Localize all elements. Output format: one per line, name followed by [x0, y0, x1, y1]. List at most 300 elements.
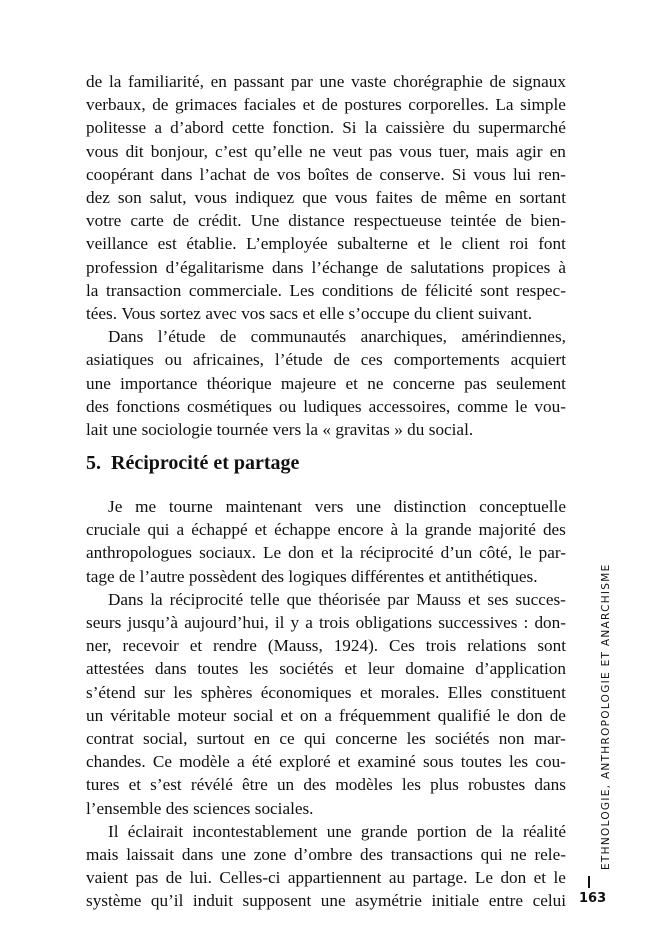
- word: même: [444, 188, 487, 208]
- word: vers: [272, 420, 302, 440]
- word: Le: [262, 543, 282, 563]
- text-line: [86, 256, 566, 279]
- word: des: [86, 396, 109, 416]
- word: communautés: [250, 327, 347, 347]
- word: l’étude: [274, 350, 323, 370]
- word: tures: [86, 775, 120, 795]
- word: a: [324, 705, 332, 725]
- word: une: [221, 845, 246, 865]
- word: possèdent: [188, 566, 257, 586]
- word: vos: [276, 164, 301, 184]
- word: et: [345, 373, 358, 393]
- word: client: [461, 234, 500, 254]
- word: du: [414, 304, 432, 324]
- word: fonctions: [115, 396, 180, 416]
- word: elle: [319, 304, 345, 324]
- word: plus: [430, 775, 459, 795]
- word: de: [505, 211, 522, 231]
- word: distinction: [393, 497, 467, 516]
- word: chandes.: [86, 752, 146, 772]
- word: par: [290, 72, 313, 91]
- text-line: [86, 750, 566, 773]
- word: laissait: [126, 845, 175, 865]
- word: rele-: [534, 845, 566, 865]
- text-line: [86, 395, 566, 418]
- word: portion: [416, 821, 467, 841]
- word: don: [500, 868, 527, 888]
- word: sont: [537, 636, 566, 656]
- section-number: 5.: [86, 452, 101, 474]
- word: que: [286, 589, 312, 609]
- word: transactions: [390, 845, 473, 865]
- word: fréquemment: [338, 705, 431, 725]
- text-line: [86, 889, 566, 912]
- word: asiatiques: [86, 350, 154, 370]
- word: tourne: [168, 497, 213, 516]
- word: simple: [520, 95, 566, 115]
- word: d’ombre: [294, 845, 353, 865]
- word: distance: [288, 211, 345, 231]
- word: «: [322, 420, 331, 440]
- word: l’ensemble: [86, 798, 162, 818]
- word: caissière: [385, 118, 445, 138]
- word: Dans: [108, 327, 144, 347]
- word: de: [475, 821, 493, 841]
- word: et: [302, 304, 315, 324]
- word: transaction: [105, 280, 182, 300]
- word: modèle: [179, 752, 230, 772]
- word: et: [344, 659, 357, 679]
- word: votre: [86, 211, 122, 231]
- word: social,: [143, 729, 188, 749]
- running-head: ETHNOLOGIE, ANTHROPOLOGIE ET ANARCHISME: [600, 563, 612, 870]
- text-line: [86, 279, 566, 302]
- word: antithétiques.: [445, 566, 538, 586]
- text-line: [86, 418, 566, 441]
- word: de: [321, 95, 338, 115]
- word: corporelles.: [408, 95, 489, 115]
- word: sociaux.: [199, 543, 256, 563]
- word: que: [302, 188, 328, 208]
- word: asymétrie: [355, 891, 422, 911]
- word: les: [173, 682, 193, 702]
- word: leur: [367, 659, 395, 679]
- word: vous: [194, 188, 227, 208]
- word: au: [388, 868, 406, 888]
- word: Mauss: [416, 589, 462, 609]
- word: Vous: [121, 304, 156, 324]
- word: importance: [120, 373, 198, 393]
- word: supposent: [242, 891, 312, 911]
- word: côté,: [479, 543, 513, 563]
- word: de: [355, 164, 373, 184]
- word: et: [321, 543, 334, 563]
- word: un: [276, 775, 295, 795]
- word: coopérant: [86, 164, 154, 184]
- word: échappe: [274, 520, 331, 540]
- text-line: [86, 518, 566, 541]
- word: vous: [473, 164, 506, 184]
- text-line: [86, 372, 566, 395]
- word: des: [165, 798, 189, 818]
- word: seurs: [86, 613, 122, 633]
- word: vous: [399, 141, 432, 161]
- text-line: [86, 704, 566, 727]
- word: toutes: [197, 659, 239, 679]
- word: salutations: [410, 257, 485, 277]
- word: ner,: [86, 636, 112, 656]
- word: l’autre: [139, 566, 185, 586]
- word: système: [86, 891, 142, 911]
- word: moteur: [177, 705, 227, 725]
- word: social.: [428, 420, 474, 440]
- word: de: [172, 211, 190, 231]
- text-line: [86, 163, 566, 186]
- text-line: [86, 727, 566, 750]
- word: Une: [250, 211, 280, 231]
- word: anthropologues: [86, 543, 192, 563]
- word: L’employée: [246, 234, 328, 254]
- word: une: [86, 373, 111, 393]
- text-line: [86, 348, 566, 371]
- word: dez: [86, 188, 110, 208]
- word: ses: [487, 589, 509, 609]
- text-line: [86, 773, 566, 796]
- text-line: [86, 657, 566, 680]
- word: client: [435, 304, 474, 324]
- word: Les: [289, 280, 315, 300]
- word: les: [509, 752, 529, 772]
- word: ou: [279, 396, 297, 416]
- word: l’échange: [311, 257, 379, 277]
- word: don: [516, 705, 543, 725]
- word: vous: [86, 141, 119, 161]
- word: théorique: [206, 373, 272, 393]
- word: africaines,: [192, 350, 264, 370]
- text-line: [86, 565, 566, 588]
- word: succes-: [515, 589, 566, 609]
- word: celui: [532, 891, 566, 911]
- word: s’est: [150, 775, 182, 795]
- text-line: [86, 93, 566, 116]
- word: d’abord: [170, 118, 224, 138]
- word: vos: [241, 304, 266, 324]
- word: zone: [253, 845, 287, 865]
- word: surtout: [196, 729, 245, 749]
- word: constituent: [490, 682, 566, 702]
- word: qui: [480, 845, 503, 865]
- word: exploré: [279, 752, 331, 772]
- word: entre: [488, 891, 524, 911]
- word: suivant.: [478, 304, 533, 324]
- word: les: [249, 659, 269, 679]
- word: a: [305, 613, 313, 633]
- text-line: [86, 866, 566, 889]
- word: vous: [335, 188, 368, 208]
- word: amérindiennes,: [461, 327, 566, 347]
- word: son: [117, 188, 142, 208]
- word: lait: [86, 420, 108, 440]
- word: l’étude: [157, 327, 206, 347]
- word: échappé: [191, 520, 248, 540]
- word: la: [150, 589, 163, 609]
- word: été: [251, 752, 272, 772]
- word: faites: [375, 188, 413, 208]
- word: Celles-ci: [219, 868, 281, 888]
- word: de: [401, 280, 418, 300]
- word: font: [538, 234, 566, 254]
- word: trois: [425, 636, 457, 656]
- word: fonction.: [272, 118, 335, 138]
- word: tuer,: [438, 141, 470, 161]
- word: d’égalitarisme: [165, 257, 264, 277]
- word: accessoires,: [368, 396, 451, 416]
- word: de: [219, 327, 237, 347]
- word: postures: [344, 95, 402, 115]
- section-title: Réciprocité et partage: [111, 452, 300, 474]
- word: relations: [467, 636, 527, 656]
- word: un: [86, 705, 104, 725]
- word: gravitas: [335, 420, 390, 440]
- word: mar-: [533, 729, 566, 749]
- word: a: [237, 752, 245, 772]
- word: sont: [480, 280, 509, 300]
- word: la: [364, 118, 378, 138]
- word: en: [494, 188, 512, 208]
- word: chorégraphie: [393, 72, 483, 91]
- word: du: [407, 420, 425, 440]
- word: de: [119, 566, 136, 586]
- word: la: [86, 280, 99, 300]
- margin-rule: [588, 876, 590, 888]
- word: par-: [538, 543, 566, 563]
- word: félicité: [424, 280, 473, 300]
- word: politesse: [86, 118, 147, 138]
- word: indiquez: [235, 188, 295, 208]
- word: Ces: [389, 636, 415, 656]
- word: encore: [337, 520, 384, 540]
- word: réalité: [523, 821, 566, 841]
- word: d’application: [475, 659, 566, 679]
- word: une: [320, 891, 346, 911]
- word: me: [135, 497, 157, 516]
- word: le: [439, 234, 452, 254]
- word: induit: [192, 891, 233, 911]
- word: éclairait: [127, 821, 184, 841]
- word: comportements: [393, 350, 500, 370]
- word: concerne: [392, 373, 455, 393]
- word: cruciale: [86, 520, 141, 540]
- word: tournée: [216, 420, 269, 440]
- word: la: [340, 543, 353, 563]
- word: dit: [125, 141, 144, 161]
- word: incontestablement: [192, 821, 318, 841]
- word: vou-: [534, 396, 566, 416]
- word: agir: [515, 141, 543, 161]
- text-line: [86, 541, 566, 564]
- word: Je: [108, 497, 123, 516]
- word: le: [514, 396, 528, 416]
- word: de: [549, 705, 566, 725]
- word: la: [501, 821, 514, 841]
- word: sphères: [200, 682, 253, 702]
- word: sociales.: [254, 798, 314, 818]
- word: non: [498, 729, 525, 749]
- word: des: [261, 566, 285, 586]
- word: majeure: [280, 373, 337, 393]
- word: social: [233, 705, 274, 725]
- word: Le: [474, 868, 493, 888]
- word: en: [549, 141, 566, 161]
- word: économiques: [260, 682, 352, 702]
- section-heading: [86, 452, 299, 475]
- word: est: [157, 234, 177, 254]
- word: veillance: [86, 234, 149, 254]
- word: sciences: [193, 798, 251, 818]
- word: trois: [318, 613, 350, 633]
- word: en: [253, 729, 271, 749]
- word: logiques: [288, 566, 347, 586]
- word: lui.: [189, 868, 212, 888]
- word: morales.: [380, 682, 440, 702]
- word: appartiennent: [287, 868, 382, 888]
- word: aujourd’hui,: [184, 613, 269, 633]
- word: réciprocité: [360, 543, 434, 563]
- text-line: [86, 186, 566, 209]
- word: sortez: [159, 304, 201, 324]
- word: et: [254, 520, 268, 540]
- word: pas: [464, 373, 487, 393]
- word: qui: [303, 729, 326, 749]
- word: boîtes: [307, 164, 349, 184]
- word: de: [152, 95, 169, 115]
- text-line: [86, 116, 566, 139]
- word: faciales: [243, 95, 297, 115]
- text-line: [86, 209, 566, 232]
- word: du: [452, 118, 470, 138]
- word: ne: [309, 141, 326, 161]
- word: seulement: [496, 373, 566, 393]
- word: (Mauss,: [267, 636, 323, 656]
- word: acquiert: [510, 350, 566, 370]
- word: conditions: [321, 280, 394, 300]
- word: vers: [314, 497, 344, 516]
- word: et: [302, 95, 316, 115]
- word: Elles: [447, 682, 483, 702]
- word: »: [394, 420, 403, 440]
- word: cou-: [535, 752, 566, 772]
- word: successives: [438, 613, 518, 633]
- word: cosmétiques: [187, 396, 272, 416]
- word: ne: [510, 845, 527, 865]
- text-line: [86, 70, 566, 93]
- word: :: [523, 613, 529, 633]
- word: et: [468, 589, 481, 609]
- text-line: [86, 797, 566, 820]
- word: dans: [534, 775, 566, 795]
- word: à: [390, 520, 399, 540]
- word: de: [386, 257, 403, 277]
- body-text-bottom: [86, 495, 566, 913]
- text-line: [86, 232, 566, 255]
- word: rendre: [213, 636, 257, 656]
- word: ou: [164, 350, 182, 370]
- word: familiarité,: [128, 72, 204, 91]
- word: tage: [86, 566, 115, 586]
- word: une: [319, 72, 345, 91]
- word: et: [337, 752, 351, 772]
- word: véritable: [110, 705, 171, 725]
- word: sociologie: [141, 420, 213, 440]
- word: bien-: [530, 211, 566, 231]
- word: majorité: [478, 520, 536, 540]
- word: Si: [342, 118, 357, 138]
- word: maintenant: [225, 497, 302, 516]
- word: en: [210, 72, 227, 91]
- word: recevoir: [122, 636, 179, 656]
- text-line: [86, 843, 566, 866]
- word: qu’elle: [254, 141, 303, 161]
- word: concerne: [335, 729, 398, 749]
- word: le: [519, 543, 532, 563]
- word: l’achat: [199, 164, 247, 184]
- word: différentes: [351, 566, 425, 586]
- word: une: [356, 497, 381, 516]
- word: s’étend: [86, 682, 136, 702]
- word: c’est: [214, 141, 248, 161]
- word: des: [542, 520, 566, 540]
- text-line: [86, 634, 566, 657]
- word: vaste: [351, 72, 387, 91]
- word: lui: [512, 164, 532, 184]
- word: théorisée: [318, 589, 381, 609]
- word: grimaces: [174, 95, 238, 115]
- word: dans: [271, 257, 304, 277]
- word: toutes: [460, 752, 502, 772]
- word: respectueuse: [353, 211, 442, 231]
- word: dans: [155, 659, 187, 679]
- word: Ce: [152, 752, 172, 772]
- word: le: [553, 868, 566, 888]
- word: et: [533, 868, 547, 888]
- word: qualifié: [437, 705, 491, 725]
- text-line: [86, 681, 566, 704]
- word: des: [360, 845, 383, 865]
- word: respec-: [516, 280, 566, 300]
- word: salut,: [149, 188, 187, 208]
- word: mais: [476, 141, 509, 161]
- word: avec: [205, 304, 237, 324]
- word: domaine: [405, 659, 465, 679]
- word: telle: [250, 589, 280, 609]
- word: on: [299, 705, 318, 725]
- word: ren-: [538, 164, 566, 184]
- word: réciprocité: [169, 589, 244, 609]
- word: comme: [457, 396, 508, 416]
- body-text-top: [86, 70, 566, 441]
- word: sociétés: [434, 729, 490, 749]
- word: et: [280, 705, 293, 725]
- word: y: [290, 613, 300, 633]
- word: teintée: [450, 211, 497, 231]
- text-line: [108, 325, 566, 348]
- word: dans: [181, 845, 214, 865]
- word: une: [326, 821, 352, 841]
- word: sacs: [269, 304, 299, 324]
- word: don: [288, 543, 314, 563]
- word: la: [108, 72, 122, 91]
- word: de: [165, 868, 183, 888]
